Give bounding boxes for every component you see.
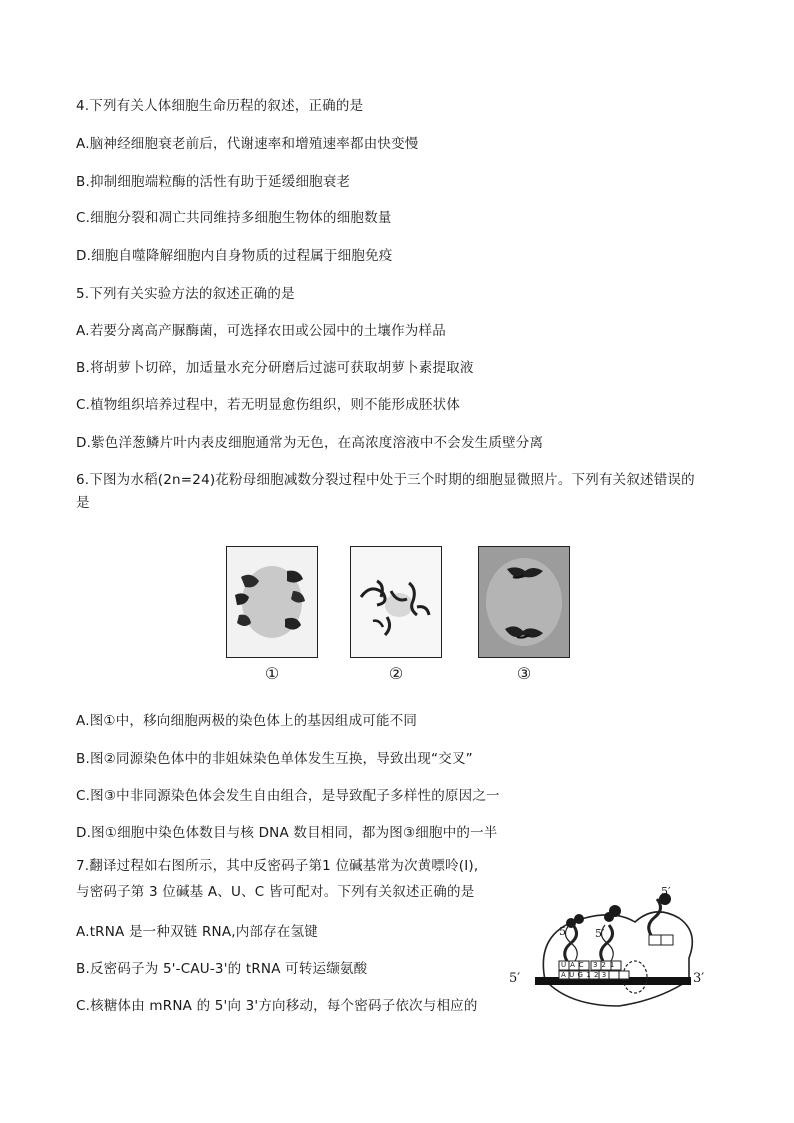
q5-option-d: D.紫色洋葱鳞片叶内表皮细胞通常为无色，在高浓度溶液中不会发生质壁分离	[76, 435, 544, 451]
q4-stem: 4.下列有关人体细胞生命历程的叙述，正确的是	[76, 98, 364, 114]
q6-option-c: C.图③中非同源染色体会发生自由组合，是导致配子多样性的原因之一	[76, 788, 500, 804]
q5-option-c: C.植物组织培养过程中，若无明显愈伤组织，则不能形成胚状体	[76, 397, 461, 413]
codon-label: AUG123	[561, 971, 610, 979]
q7-option-c: C.核糖体由 mRNA 的 5'向 3'方向移动，每个密码子依次与相应的	[76, 998, 478, 1014]
q6-option-a: A.图①中，移向细胞两极的染色体上的基因组成可能不同	[76, 713, 418, 729]
q6-option-d: D.图①细胞中染色体数目与核 DNA 数目相同，都为图③细胞中的一半	[76, 825, 498, 841]
translation-diagram	[505, 885, 715, 1025]
anticodon-label: UAC	[561, 961, 588, 969]
mrna-5prime-label: 5′	[509, 971, 521, 986]
trna3-5prime-label: 5′	[661, 885, 671, 898]
micrograph-1-label: ①	[264, 664, 280, 683]
q7-option-b: B.反密码子为 5'-CAU-3'的 tRNA 可转运缬氨酸	[76, 961, 368, 977]
micrograph-3	[478, 546, 570, 658]
q7-stem-line2: 与密码子第 3 位碱基 A、U、C 皆可配对。下列有关叙述正确的是	[76, 884, 475, 900]
q4-option-c: C.细胞分裂和凋亡共同维持多细胞生物体的细胞数量	[76, 210, 392, 226]
mrna-3prime-label: 3′	[693, 971, 705, 986]
q5-stem: 5.下列有关实验方法的叙述正确的是	[76, 286, 295, 302]
q4-option-b: B.抑制细胞端粒酶的活性有助于延缓细胞衰老	[76, 174, 351, 190]
micrograph-3-label: ③	[516, 664, 532, 683]
q5-option-a: A.若要分离高产脲酶菌，可选择农田或公园中的土壤作为样品	[76, 323, 446, 339]
q6-stem-line2: 是	[76, 495, 90, 511]
q4-option-a: A.脑神经细胞衰老前后，代谢速率和增殖速率都由快变慢	[76, 136, 419, 152]
q5-option-b: B.将胡萝卜切碎，加适量水充分研磨后过滤可获取胡萝卜素提取液	[76, 360, 474, 376]
q6-stem-line1: 6.下图为水稻(2n=24)花粉母细胞减数分裂过程中处于三个时期的细胞显微照片。下列有关叙述错误的	[76, 472, 695, 488]
micrograph-1	[226, 546, 318, 658]
trna1-5prime-label: 5′	[559, 925, 569, 938]
trna2-5prime-label: 5′	[595, 927, 605, 940]
q7-option-a: A.tRNA 是一种双链 RNA,内部存在氢键	[76, 924, 318, 940]
q7-stem-line1: 7.翻译过程如右图所示，其中反密码子第1 位碱基常为次黄嘌呤(I),	[76, 858, 479, 874]
q6-option-b: B.图②同源染色体中的非姐妹染色单体发生互换，导致出现“交叉”	[76, 751, 473, 767]
micrograph-2	[350, 546, 442, 658]
anticodon2-label: 321	[593, 961, 619, 969]
q4-option-d: D.细胞自噬降解细胞内自身物质的过程属于细胞免疫	[76, 248, 393, 264]
micrograph-2-label: ②	[388, 664, 404, 683]
